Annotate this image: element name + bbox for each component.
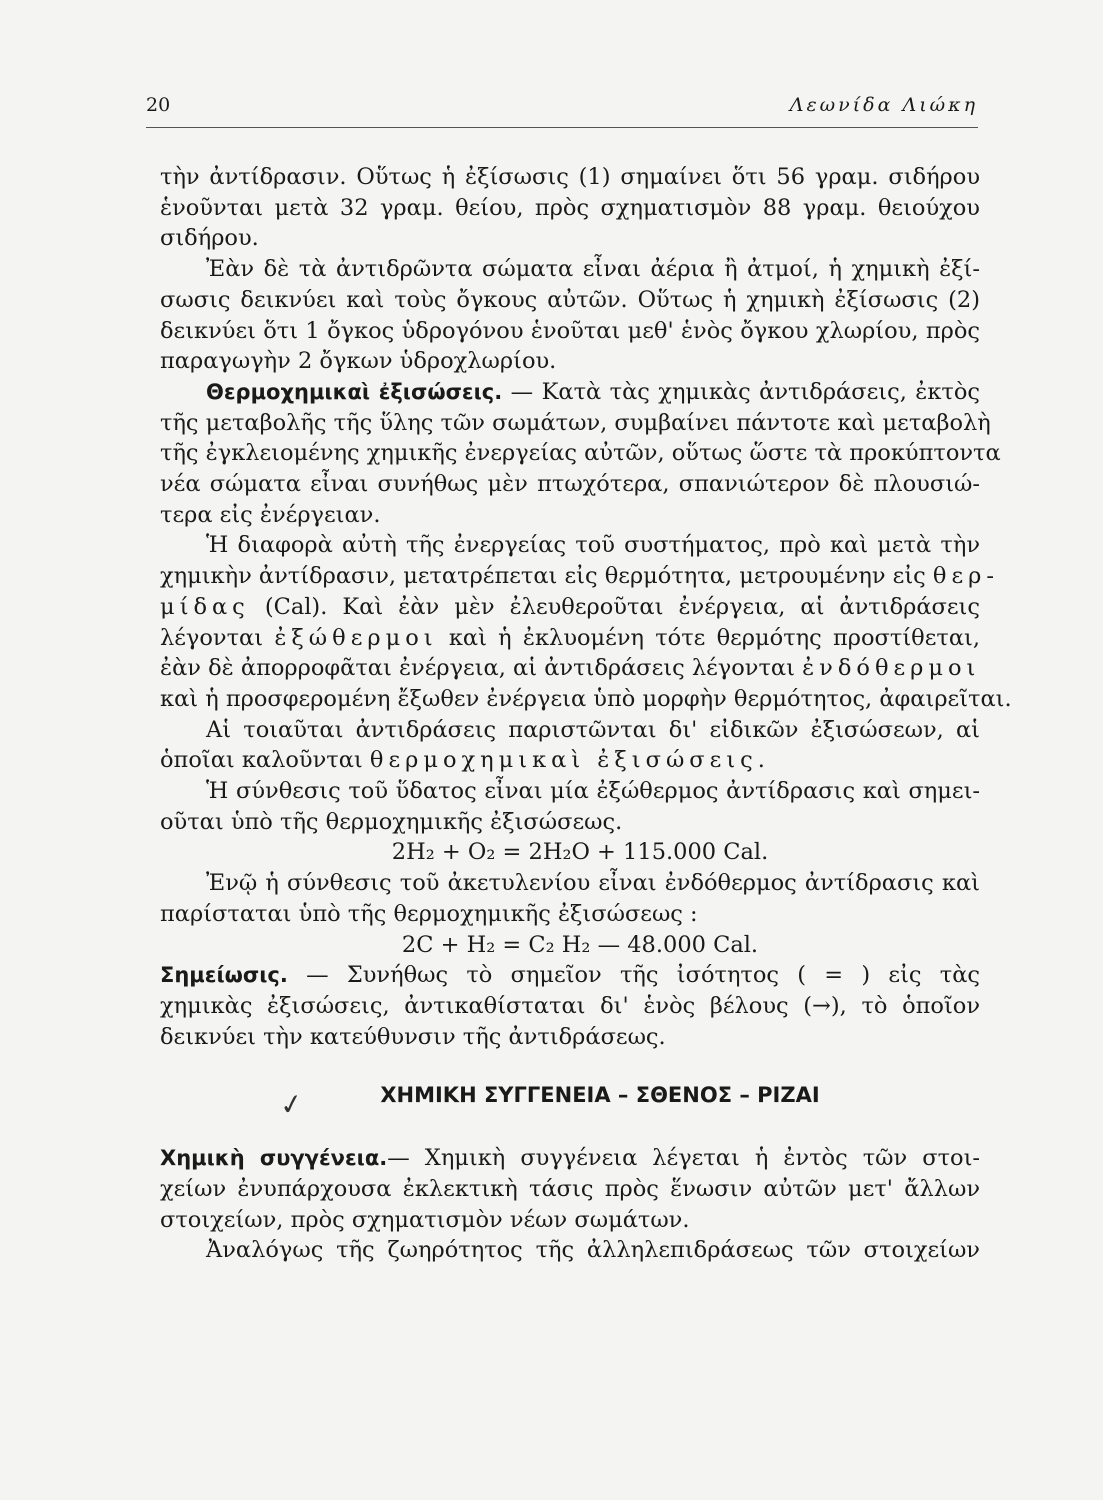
text-line: μίδας (Cal). Καὶ ἐὰν μὲν ἐλευθεροῦται ἐνέργεια, αἱ ἀντιδράσεις	[160, 593, 980, 620]
text-line: χημικὰς ἐξισώσεις, ἀντικαθίσταται δι' ἑνὸς βέλους (→), τὸ ὁποῖον	[160, 992, 980, 1019]
text-line: Χημικὴ συγγένεια.— Χημικὴ συγγένεια λέγεται ἡ ἐντὸς τῶν στοι-	[160, 1145, 980, 1172]
text-line: τερα εἰς ἐνέργειαν.	[160, 501, 381, 528]
text-line: λέγονται ἐξώθερμοι καὶ ἡ ἐκλυομένη τότε θερμότης προστίθεται,	[160, 624, 980, 651]
text-line: τῆς μεταβολῆς τῆς ὕλης τῶν σωμάτων, συμβαίνει πάντοτε καὶ μεταβολὴ	[160, 409, 991, 436]
text-line: στοιχείων, πρὸς σχηματισμὸν νέων σωμάτων.	[160, 1206, 690, 1233]
section-heading: ✓ ΧΗΜΙΚΗ ΣΥΓΓΕΝΕΙΑ – ΣΘΕΝΟΣ – ΡΙΖΑΙ	[277, 1083, 820, 1124]
text-line: τῆς ἐγκλειομένης χημικῆς ἐνεργείας αὐτῶν, οὕτως ὥστε τὰ προκύπτοντα	[160, 440, 1001, 467]
text-line: Ἀναλόγως τῆς ζωηρότητος τῆς ἀλληλεπιδράσεως τῶν στοιχείων	[206, 1237, 980, 1264]
text-line: Ἐὰν δὲ τὰ ἀντιδρῶντα σώματα εἶναι ἀέρια ἢ ἀτμοί, ἡ χημικὴ ἐξί-	[206, 256, 980, 283]
header-rule	[146, 127, 978, 128]
term-thermochemical: θερμοχημικαὶ ἐξισώσεις.	[369, 747, 770, 774]
text-line: Ἐνῷ ἡ σύνθεσις τοῦ ἀκετυλενίου εἶναι ἐνδόθερμος ἀντίδρασις καὶ	[206, 870, 980, 897]
term-thermides: θερ-	[932, 563, 999, 590]
text-line: χείων ἐνυπάρχουσα ἐκλεκτικὴ τάσις πρὸς ἕνωσιν αὐτῶν μετ' ἄλλων	[160, 1175, 980, 1202]
text-line: τὴν ἀντίδρασιν. Οὕτως ἡ ἐξίσωσις (1) σημαίνει ὅτι 56 γραμ. σιδήρου	[160, 164, 980, 190]
text-line: καὶ ἡ προσφερομένη ἔξωθεν ἐνέργεια ὑπὸ μορφὴν θερμότητος, ἀφαιρεῖται.	[160, 685, 1012, 712]
term-thermochemical-equations: Θερμοχημικαὶ ἐξισώσεις.	[206, 379, 503, 404]
term-chemical-affinity: Χημικὴ συγγένεια.	[160, 1146, 388, 1171]
text-line: Αἱ τοιαῦται ἀντιδράσεις παριστῶνται δι' εἰδικῶν ἐξισώσεων, αἱ	[206, 716, 980, 743]
text-line: ἐὰν δὲ ἀπορροφᾶται ἐνέργεια, αἱ ἀντιδράσεις λέγονται ἐνδόθερμοι	[160, 655, 981, 682]
page-number: 20	[146, 94, 171, 116]
text-line: παραγωγὴν 2 ὄγκων ὑδροχλωρίου.	[160, 348, 557, 375]
equation-acetylene: 2C + H₂ = C₂ H₂ — 48.000 Cal.	[401, 931, 759, 958]
term-exothermic: ἐξώθερμοι	[274, 624, 438, 651]
running-title: Λεωνίδα Λιώκη	[789, 94, 978, 116]
equation-water: 2H₂ + O₂ = 2H₂O + 115.000 Cal.	[391, 839, 769, 866]
text-line: παρίσταται ὑπὸ τῆς θερμοχημικῆς ἐξισώσεως :	[160, 900, 698, 927]
text-line: σωσις δεικνύει καὶ τοὺς ὄγκους αὐτῶν. Οὕτως ἡ χημικὴ ἐξίσωσις (2)	[160, 286, 980, 313]
term-note: Σημείωσις.	[160, 963, 288, 988]
text-line: Ἡ σύνθεσις τοῦ ὕδατος εἶναι μία ἐξώθερμος ἀντίδρασις καὶ σημει-	[206, 778, 980, 805]
text-line: σιδήρου.	[160, 225, 259, 252]
text-line: ἑνοῦνται μετὰ 32 γραμ. θείου, πρὸς σχηματισμὸν 88 γραμ. θειούχου	[160, 194, 980, 221]
body-text	[160, 162, 1012, 1266]
text-line: δεικνύει τὴν κατεύθυνσιν τῆς ἀντιδράσεως.	[160, 1023, 666, 1050]
text-line: ὁποῖαι καλοῦνται θερμοχημικαὶ ἐξισώσεις.	[160, 747, 770, 774]
text-line: Θερμοχημικαὶ ἐξισώσεις. — Κατὰ τὰς χημικὰς ἀντιδράσεις, ἐκτὸς	[206, 378, 980, 405]
text-line: Σημείωσις. — Συνήθως τὸ σημεῖον τῆς ἰσότητος ( = ) εἰς τὰς	[160, 962, 980, 989]
text-line: νέα σώματα εἶναι συνήθως μὲν πτωχότερα, σπανιώτερον δὲ πλουσιώ-	[160, 471, 980, 498]
text-line: οῦται ὑπὸ τῆς θερμοχημικῆς ἐξισώσεως.	[160, 808, 623, 835]
text-line: δεικνύει ὅτι 1 ὄγκος ὑδρογόνου ἑνοῦται μεθ' ἑνὸς ὄγκου χλωρίου, πρὸς	[160, 317, 980, 344]
text-line: χημικὴν ἀντίδρασιν, μετατρέπεται εἰς θερμότητα, μετρουμένην εἰς θερ-	[160, 563, 999, 590]
text-line: Ἡ διαφορὰ αὐτὴ τῆς ἐνεργείας τοῦ συστήματος, πρὸ καὶ μετὰ τὴν	[206, 532, 980, 559]
term-endothermic: ἐνδόθερμοι	[802, 655, 981, 682]
page-header	[146, 94, 978, 124]
handwritten-check-mark: ✓	[277, 1086, 307, 1124]
